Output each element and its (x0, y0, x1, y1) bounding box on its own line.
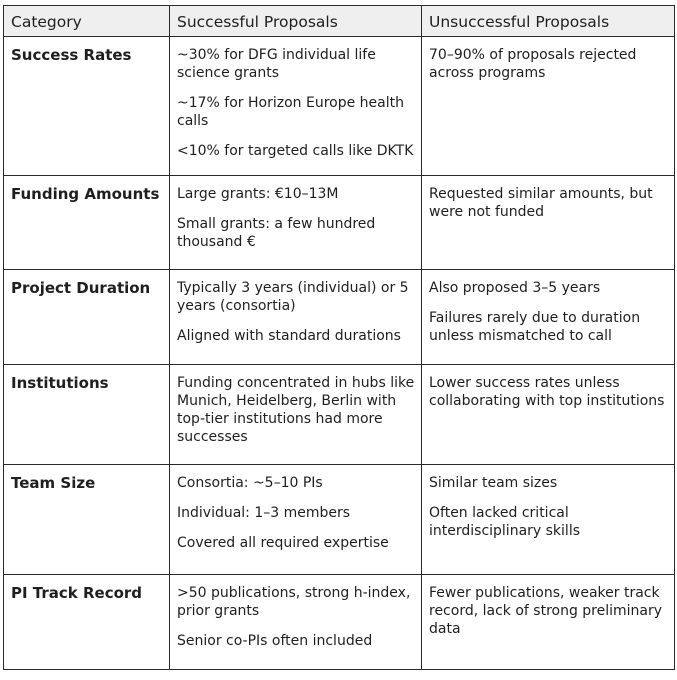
header-successful: Successful Proposals (170, 6, 422, 37)
cell-line: Large grants: €10–13M (177, 186, 339, 202)
cell-line: Senior co-PIs often included (177, 633, 373, 649)
cell-line: Typically 3 years (individual) or 5 years (consortia) (177, 280, 409, 314)
header-unsuccessful: Unsuccessful Proposals (422, 6, 675, 37)
unsuccessful-cell (422, 465, 675, 575)
unsuccessful-cell (422, 575, 675, 670)
cell-line: <10% for targeted calls like DKTK (177, 143, 414, 159)
table-row (4, 176, 675, 270)
successful-cell (170, 176, 422, 270)
row-category: Success Rates (4, 37, 170, 176)
cell-line: Also proposed 3–5 years (429, 280, 601, 296)
unsuccessful-cell (422, 176, 675, 270)
table-row (4, 575, 675, 670)
successful-cell (170, 365, 422, 465)
cell-line: Small grants: a few hundred thousand € (177, 216, 376, 250)
row-category: Project Duration (4, 270, 170, 365)
cell-line: 70–90% of proposals rejected across programs (429, 47, 637, 81)
cell-line: ~17% for Horizon Europe health calls (177, 95, 404, 129)
table-row (4, 270, 675, 365)
cell-line: Funding concentrated in hubs like Munich, Heidelberg, Berlin with top-tier institutions had more successes (177, 375, 415, 445)
cell-line: Covered all required expertise (177, 535, 389, 551)
successful-cell (170, 575, 422, 670)
unsuccessful-cell (422, 365, 675, 465)
header-category: Category (4, 6, 170, 37)
cell-line: Consortia: ~5–10 PIs (177, 475, 323, 491)
row-category: Funding Amounts (4, 176, 170, 270)
table-row (4, 465, 675, 575)
successful-cell (170, 270, 422, 365)
unsuccessful-cell (422, 270, 675, 365)
unsuccessful-cell (422, 37, 675, 176)
row-category: Institutions (4, 365, 170, 465)
cell-line: Aligned with standard durations (177, 328, 401, 344)
row-category: PI Track Record (4, 575, 170, 670)
header-row (4, 6, 675, 37)
cell-line: Failures rarely due to duration unless mismatched to call (429, 310, 641, 344)
table-row (4, 37, 675, 176)
successful-cell (170, 37, 422, 176)
cell-line: Requested similar amounts, but were not funded (429, 186, 653, 220)
cell-line: Similar team sizes (429, 475, 558, 491)
cell-line: Often lacked critical interdisciplinary skills (429, 505, 581, 539)
cell-line: Lower success rates unless collaborating with top institutions (429, 375, 665, 409)
cell-line: Individual: 1–3 members (177, 505, 351, 521)
table-row (4, 365, 675, 465)
row-category: Team Size (4, 465, 170, 575)
cell-line: ~30% for DFG individual life science grants (177, 47, 376, 81)
cell-line: >50 publications, strong h-index, prior grants (177, 585, 411, 619)
comparison-table (3, 5, 675, 670)
successful-cell (170, 465, 422, 575)
cell-line: Fewer publications, weaker track record, lack of strong preliminary data (429, 585, 663, 637)
